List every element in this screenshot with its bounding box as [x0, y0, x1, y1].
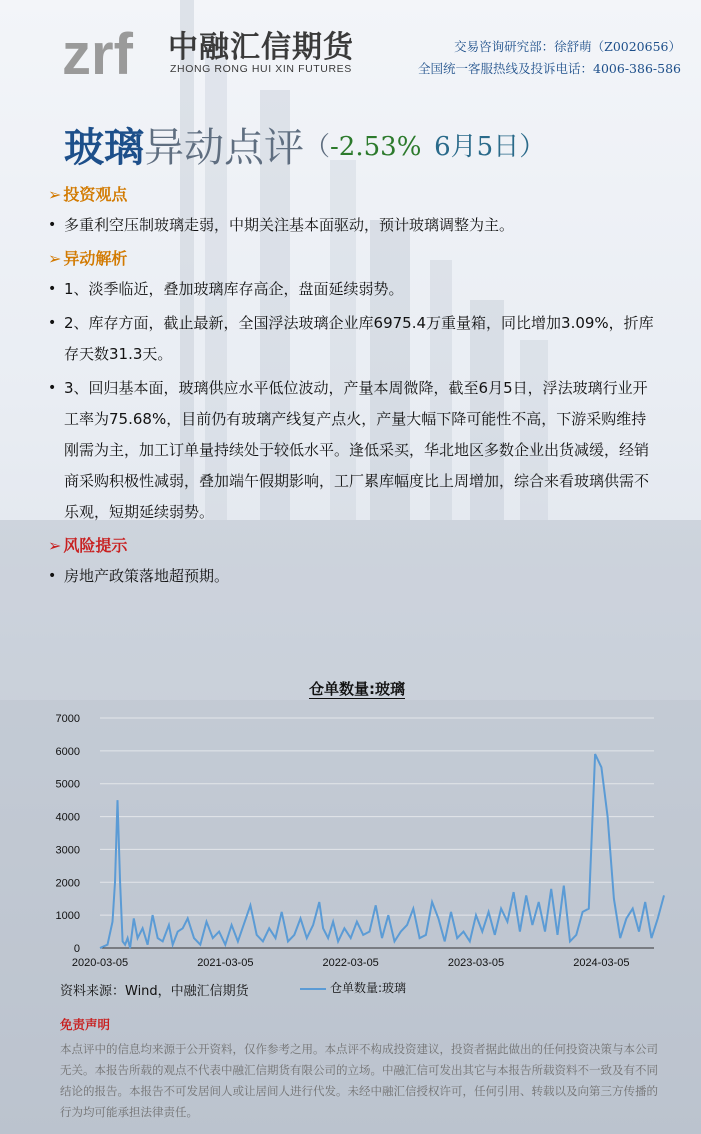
title-product: 玻璃 — [64, 124, 144, 171]
section-view — [48, 180, 658, 241]
section-heading-text: 投资观点 — [63, 185, 128, 204]
company-logo — [62, 12, 162, 82]
section-heading — [48, 180, 658, 210]
arrow-right-icon: ➢ — [48, 185, 62, 204]
section-risk — [48, 531, 658, 592]
contact-info — [418, 36, 681, 80]
x-tick-label: 2022-03-05 — [322, 957, 379, 969]
chart-source: 资料来源：Wind，中融汇信期货 — [60, 984, 249, 999]
list-item: • 3、回归基本面，玻璃供应水平低位波动，产量本周微降，截至6月5日，浮法玻璃行业开工率为75.68%，目前仍有玻璃产线复产点火，产量大幅下降可能性不高，下游采购维持刚需为主，加工订单量持续处于较低水平。逢低采买，华北地区多数企业出货减缓，经销商采购积极性减弱，叠加端午假期影响，工厂累库幅度比上周增加，综合来看玻璃供需不乐观，短期延续弱势。 — [48, 373, 658, 528]
title-change: -2.53% — [330, 132, 422, 162]
arrow-right-icon: ➢ — [48, 536, 62, 555]
list-item: • 多重利空压制玻璃走弱，中期关注基本面驱动，预计玻璃调整为主。 — [48, 210, 658, 241]
hotline-line: 全国统一客服热线及投诉电话：4006-386-586 — [418, 61, 681, 76]
x-tick-label: 2024-03-05 — [573, 957, 630, 969]
title-date: 6月5日） — [434, 132, 546, 162]
series-line — [100, 754, 664, 948]
y-tick-label: 7000 — [55, 713, 80, 725]
x-tick-label: 2021-03-05 — [197, 957, 254, 969]
section-heading — [48, 531, 658, 561]
chart-container — [42, 672, 672, 1002]
report-content — [48, 180, 658, 595]
analyst-line: 交易咨询研究部：徐舒萌（Z0020656） — [454, 39, 681, 54]
y-tick-label: 4000 — [55, 811, 80, 824]
page-title — [64, 116, 545, 173]
disclaimer — [60, 1015, 660, 1123]
page-header — [0, 0, 701, 100]
disclaimer-body: 本点评中的信息均来源于公开资料，仅作参考之用。本点评不构成投资建议，投资者据此做出的任何投资决策与本公司无关。本报告所载的观点不代表中融汇信期货有限公司的立场。中融汇信可发出其它与本报告所载资料不一致及有不同结论的报告。本报告不可发居间人或让居间人进行代发。未经中融汇信授权许可，任何引用、转载以及向第三方传播的行为均可能承担法律责任。 — [60, 1042, 658, 1119]
chart-legend — [300, 979, 406, 996]
list-item: • 2、库存方面，截止最新，全国浮法玻璃企业库6975.4万重量箱，同比增加3.09%，折库存天数31.3天。 — [48, 308, 658, 370]
title-open-paren: （ — [304, 132, 331, 162]
x-tick-label: 2020-03-05 — [71, 957, 129, 969]
company-name-cn: 中融汇信期货 — [168, 30, 354, 65]
y-tick-label: 2000 — [55, 877, 80, 890]
section-analysis — [48, 244, 658, 528]
title-suffix: 异动点评 — [144, 125, 304, 171]
y-tick-label: 6000 — [55, 745, 80, 758]
arrow-right-icon: ➢ — [48, 249, 62, 268]
section-heading — [48, 244, 658, 274]
chart-title-text: 仓单数量:玻璃 — [309, 680, 405, 698]
y-tick-label: 1000 — [55, 910, 80, 923]
list-item: • 1、淡季临近，叠加玻璃库存高企，盘面延续弱势。 — [48, 274, 658, 305]
y-tick-label: 3000 — [55, 844, 80, 857]
legend-label: 仓单数量:玻璃 — [330, 981, 407, 995]
list-item: • 房地产政策落地超预期。 — [48, 561, 658, 592]
section-heading-text: 异动解析 — [63, 249, 128, 268]
y-tick-label: 0 — [73, 943, 80, 955]
company-name-en: ZHONG RONG HUI XIN FUTURES — [170, 63, 352, 75]
disclaimer-title: 免责声明 — [60, 1017, 111, 1032]
logo-zr: zrf — [62, 22, 133, 82]
line-chart — [42, 672, 672, 972]
y-tick-label: 5000 — [55, 778, 80, 791]
legend-line-icon — [300, 988, 326, 990]
section-heading-text: 风险提示 — [63, 536, 128, 555]
x-tick-label: 2023-03-05 — [447, 957, 505, 969]
